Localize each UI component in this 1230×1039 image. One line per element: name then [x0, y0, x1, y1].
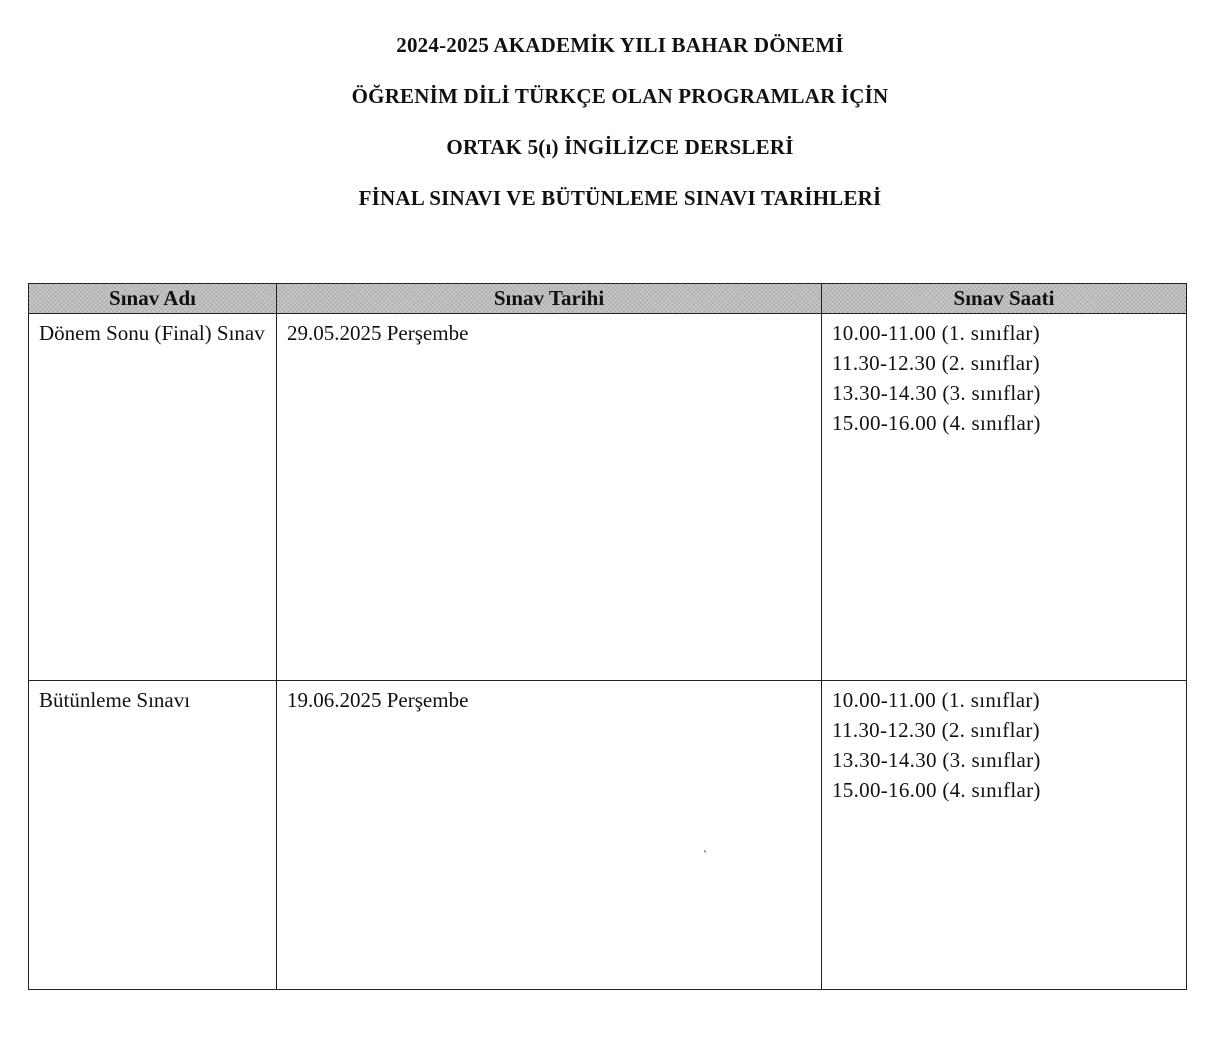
time-slot-1: 10.00-11.00 (1. sınıflar) [832, 688, 1040, 712]
column-header-exam-name: Sınav Adı [29, 284, 277, 314]
table-header-row [29, 284, 1187, 314]
exam-times-cell [822, 314, 1187, 681]
time-slot-3: 13.30-14.30 (3. sınıflar) [832, 381, 1041, 405]
time-slot-2: 11.30-12.30 (2. sınıflar) [832, 351, 1040, 375]
exam-name-cell: Dönem Sonu (Final) Sınav [29, 314, 277, 681]
exam-name-cell: Bütünleme Sınavı [29, 681, 277, 990]
scan-speck: ' [702, 847, 710, 861]
time-slot-3: 13.30-14.30 (3. sınıflar) [832, 748, 1041, 772]
time-slot-4: 15.00-16.00 (4. sınıflar) [832, 778, 1041, 802]
time-slot-1: 10.00-11.00 (1. sınıflar) [832, 321, 1040, 345]
table-row-makeup-exam [29, 681, 1187, 990]
exam-date-cell: 29.05.2025 Perşembe [277, 314, 822, 681]
time-slot-4: 15.00-16.00 (4. sınıflar) [832, 411, 1041, 435]
exam-times-cell [822, 681, 1187, 990]
column-header-exam-date: Sınav Tarihi [277, 284, 822, 314]
column-header-exam-time: Sınav Saati [822, 284, 1187, 314]
table-row-final-exam [29, 314, 1187, 681]
exam-schedule-table [28, 283, 1187, 990]
title-programs: ÖĞRENİM DİLİ TÜRKÇE OLAN PROGRAMLAR İÇİN [351, 84, 889, 108]
document-header [0, 30, 1230, 234]
title-exam-dates: FİNAL SINAVI VE BÜTÜNLEME SINAVI TARİHLERİ [358, 186, 882, 210]
time-slot-2: 11.30-12.30 (2. sınıflar) [832, 718, 1040, 742]
title-courses: ORTAK 5(ı) İNGİLİZCE DERSLERİ [446, 135, 794, 159]
title-academic-year: 2024-2025 AKADEMİK YILI BAHAR DÖNEMİ [396, 33, 844, 57]
exam-date-cell: 19.06.2025 Perşembe [277, 681, 822, 990]
